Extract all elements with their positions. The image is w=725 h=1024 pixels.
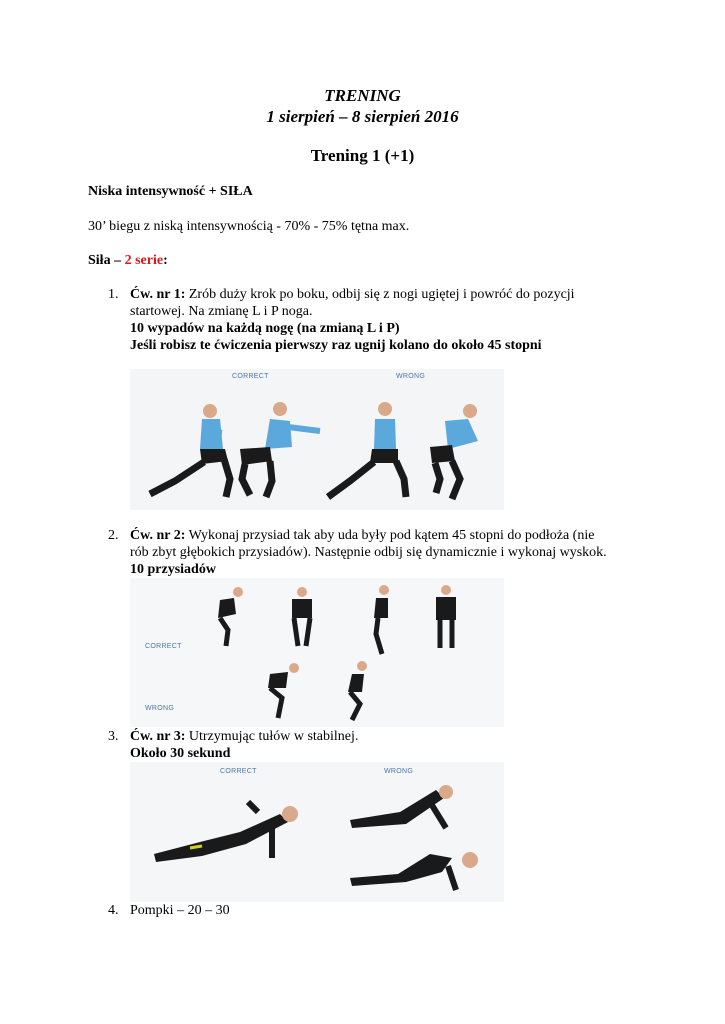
lunge-figures (130, 369, 504, 510)
figure-lunge-wrong-1 (328, 402, 406, 497)
wrong-label: WRONG (396, 373, 426, 380)
exercise-text: Pompki – 20 – 30 (130, 903, 230, 918)
figure-lunge-correct-1 (150, 404, 230, 497)
intensity-heading: Niska intensywność + SIŁA (88, 184, 253, 199)
session-heading: Trening 1 (+1) (310, 146, 415, 165)
exercise-note: Jeśli robisz te ćwiczenia pierwszy raz ugnij kolano do około 45 stopni (130, 338, 542, 353)
exercise-desc-cont: rób zbyt głębokich przysiadów). Następnie odbij się dynamicznie i wykonaj wyskok. (130, 545, 607, 560)
document-title: TRENING (324, 86, 401, 105)
exercise-3-photo (130, 762, 504, 902)
exercise-1-photo (130, 369, 504, 510)
strength-colon: : (163, 253, 168, 268)
run-instruction: 30’ biegu z niską intensywnością - 70% - 75% tętna max. (88, 219, 410, 234)
exercise-desc: Zrób duży krok po boku, odbij się z nogi ugiętej i powróć do pozycji (185, 287, 575, 302)
plank-wrong-bottom (350, 852, 478, 890)
exercise-name: Ćw. nr 1: (130, 287, 186, 302)
exercise-reps: 10 wypadów na każdą nogę (na zmianą L i P) (130, 321, 400, 336)
date-range: 1 sierpień – 8 sierpień 2016 (266, 107, 459, 126)
wrong-label: WRONG (145, 705, 175, 712)
squat-figures (130, 578, 504, 727)
plank-wrong-top (350, 785, 453, 828)
squat-correct-row (218, 585, 456, 654)
exercise-desc: Utrzymując tułów w stabilnej. (185, 729, 359, 744)
wrong-label: WRONG (384, 768, 414, 775)
list-number: 2. (108, 528, 119, 543)
correct-label: CORRECT (220, 768, 257, 775)
figure-lunge-wrong-2 (430, 404, 478, 499)
list-number: 3. (108, 729, 119, 744)
exercise-reps: Około 30 sekund (130, 746, 231, 761)
correct-label: CORRECT (145, 643, 182, 650)
figure-lunge-correct-2 (240, 402, 320, 497)
series-count: 2 serie (124, 253, 164, 268)
exercise-desc-cont: startowej. Na zmianę L i P noga. (130, 304, 313, 319)
squat-wrong-row (268, 661, 367, 720)
exercise-2-photo (130, 578, 504, 727)
exercise-reps: 10 przysiadów (130, 562, 216, 577)
correct-label: CORRECT (232, 373, 269, 380)
strength-heading (88, 253, 168, 269)
list-number: 1. (108, 287, 119, 302)
list-number: 4. (108, 903, 119, 918)
side-plank-figures (130, 762, 504, 902)
exercise-name: Ćw. nr 3: (130, 729, 186, 744)
exercise-desc: Wykonaj przysiad tak aby uda były pod kątem 45 stopni do podłoża (nie (185, 528, 595, 543)
exercise-name: Ćw. nr 2: (130, 528, 186, 543)
strength-label: Siła – (88, 253, 125, 268)
plank-correct (154, 802, 298, 862)
